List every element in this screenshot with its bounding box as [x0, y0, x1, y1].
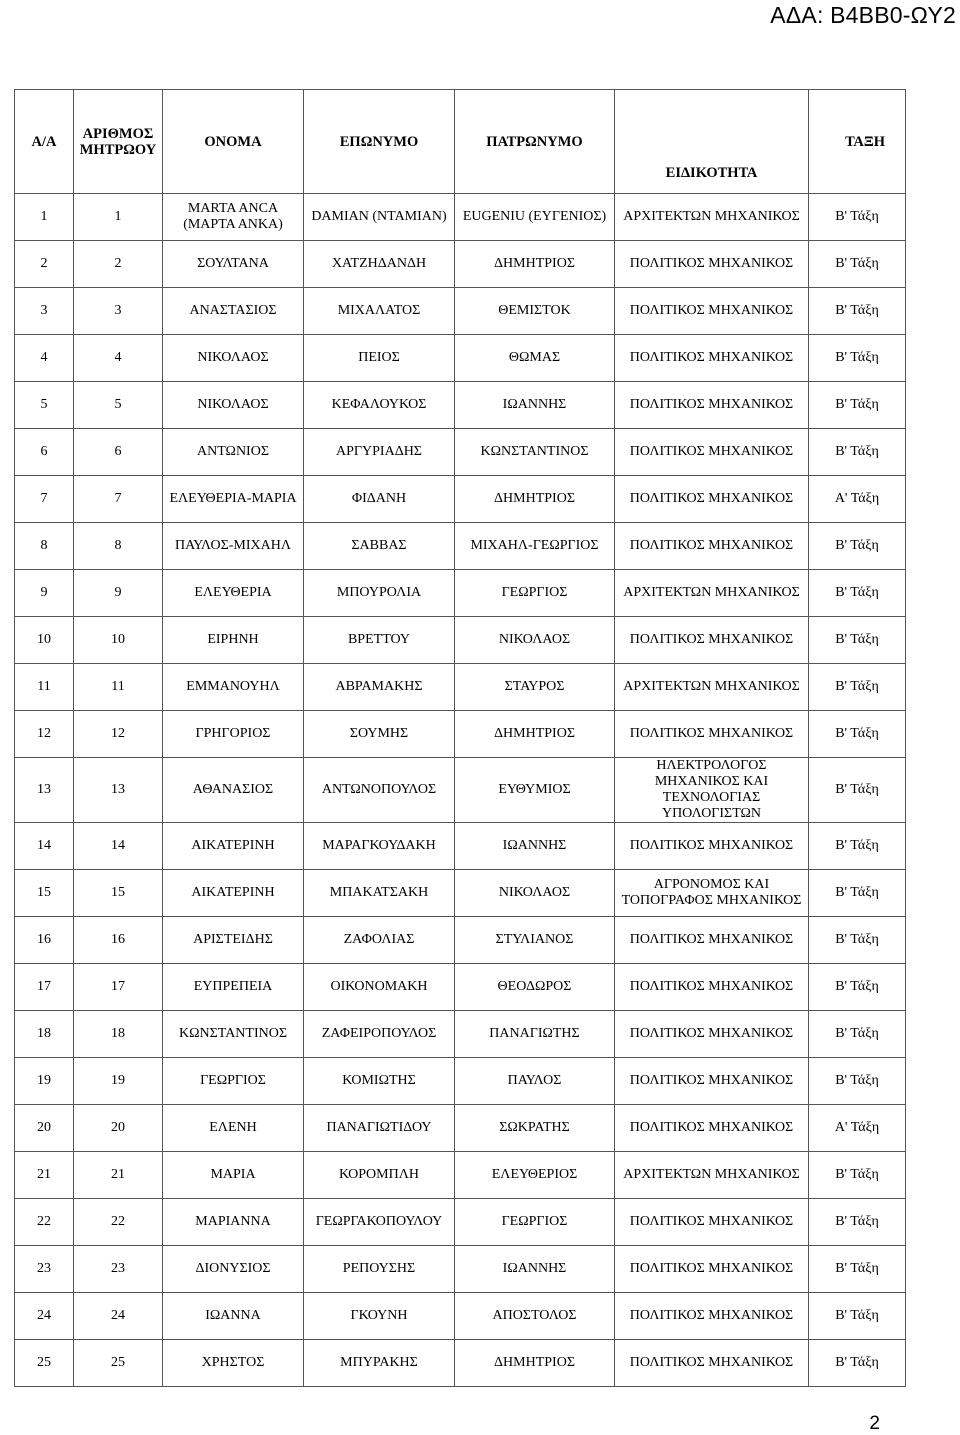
cell-rank: Α' Τάξη [809, 476, 906, 523]
cell-father-name: ΓΕΩΡΓΙΟΣ [455, 1199, 615, 1246]
cell-registry-number: 18 [74, 1011, 163, 1058]
cell-specialty: ΠΟΛΙΤΙΚΟΣ ΜΗΧΑΝΙΚΟΣ [615, 1105, 809, 1152]
cell-surname: ΜΑΡΑΓΚΟΥΔΑΚΗ [304, 823, 455, 870]
cell-father-name: ΘΩΜΑΣ [455, 335, 615, 382]
cell-aa: 10 [15, 617, 74, 664]
cell-specialty: ΠΟΛΙΤΙΚΟΣ ΜΗΧΑΝΙΚΟΣ [615, 1199, 809, 1246]
cell-specialty: ΑΡΧΙΤΕΚΤΩΝ ΜΗΧΑΝΙΚΟΣ [615, 664, 809, 711]
cell-father-name: ΙΩΑΝΝΗΣ [455, 823, 615, 870]
cell-surname: ΧΑΤΖΗΔΑΝΔΗ [304, 241, 455, 288]
cell-registry-number: 5 [74, 382, 163, 429]
cell-first-name: ΕΛΕΥΘΕΡΙΑ [163, 570, 304, 617]
cell-registry-number: 20 [74, 1105, 163, 1152]
cell-registry-number: 16 [74, 917, 163, 964]
cell-registry-number: 9 [74, 570, 163, 617]
cell-father-name: ΠΑΥΛΟΣ [455, 1058, 615, 1105]
cell-father-name: ΣΤΑΥΡΟΣ [455, 664, 615, 711]
cell-father-name: ΝΙΚΟΛΑΟΣ [455, 870, 615, 917]
cell-registry-number: 8 [74, 523, 163, 570]
cell-registry-number: 7 [74, 476, 163, 523]
cell-first-name: ΜΑΡΙΑ [163, 1152, 304, 1199]
table-row [15, 1199, 906, 1246]
cell-specialty: ΠΟΛΙΤΙΚΟΣ ΜΗΧΑΝΙΚΟΣ [615, 429, 809, 476]
cell-specialty: ΑΡΧΙΤΕΚΤΩΝ ΜΗΧΑΝΙΚΟΣ [615, 1152, 809, 1199]
cell-first-name: ΓΕΩΡΓΙΟΣ [163, 1058, 304, 1105]
table-row [15, 1293, 906, 1340]
cell-father-name: ΑΠΟΣΤΟΛΟΣ [455, 1293, 615, 1340]
cell-surname: ΜΠΥΡΑΚΗΣ [304, 1340, 455, 1387]
cell-first-name: ΝΙΚΟΛΑΟΣ [163, 382, 304, 429]
cell-registry-number: 13 [74, 758, 163, 823]
header-first-name: ΟΝΟΜΑ [163, 90, 304, 194]
cell-rank: Β' Τάξη [809, 664, 906, 711]
table-row [15, 1105, 906, 1152]
cell-specialty: ΠΟΛΙΤΙΚΟΣ ΜΗΧΑΝΙΚΟΣ [615, 241, 809, 288]
cell-registry-number: 25 [74, 1340, 163, 1387]
cell-rank: Β' Τάξη [809, 194, 906, 241]
cell-rank: Β' Τάξη [809, 382, 906, 429]
cell-first-name: ΕΛΕΥΘΕΡΙΑ-ΜΑΡΙΑ [163, 476, 304, 523]
cell-rank: Β' Τάξη [809, 1058, 906, 1105]
cell-first-name: ΓΡΗΓΟΡΙΟΣ [163, 711, 304, 758]
cell-registry-number: 22 [74, 1199, 163, 1246]
cell-first-name: ΑΙΚΑΤΕΡΙΝΗ [163, 870, 304, 917]
cell-registry-number: 12 [74, 711, 163, 758]
cell-father-name: ΓΕΩΡΓΙΟΣ [455, 570, 615, 617]
cell-rank: Β' Τάξη [809, 1246, 906, 1293]
table-row [15, 1152, 906, 1199]
cell-father-name: ΕΥΘΥΜΙΟΣ [455, 758, 615, 823]
cell-aa: 21 [15, 1152, 74, 1199]
cell-surname: ΣΟΥΜΗΣ [304, 711, 455, 758]
cell-aa: 19 [15, 1058, 74, 1105]
cell-aa: 20 [15, 1105, 74, 1152]
cell-father-name: ΔΗΜΗΤΡΙΟΣ [455, 1340, 615, 1387]
cell-surname: ΑΝΤΩΝΟΠΟΥΛΟΣ [304, 758, 455, 823]
cell-surname: ΓΚΟΥΝΗ [304, 1293, 455, 1340]
cell-aa: 5 [15, 382, 74, 429]
cell-first-name: ΜΑΡΙΑΝΝΑ [163, 1199, 304, 1246]
cell-father-name: ΔΗΜΗΤΡΙΟΣ [455, 711, 615, 758]
cell-surname: ΡΕΠΟΥΣΗΣ [304, 1246, 455, 1293]
cell-specialty: ΠΟΛΙΤΙΚΟΣ ΜΗΧΑΝΙΚΟΣ [615, 711, 809, 758]
cell-rank: Β' Τάξη [809, 570, 906, 617]
cell-first-name: ΝΙΚΟΛΑΟΣ [163, 335, 304, 382]
cell-specialty: ΠΟΛΙΤΙΚΟΣ ΜΗΧΑΝΙΚΟΣ [615, 382, 809, 429]
cell-father-name: ΕΛΕΥΘΕΡΙΟΣ [455, 1152, 615, 1199]
table-row [15, 1011, 906, 1058]
cell-aa: 15 [15, 870, 74, 917]
cell-surname: ΑΒΡΑΜΑΚΗΣ [304, 664, 455, 711]
cell-surname: ΖΑΦΕΙΡΟΠΟΥΛΟΣ [304, 1011, 455, 1058]
cell-surname: ΒΡΕΤΤΟΥ [304, 617, 455, 664]
cell-first-name: ΠΑΥΛΟΣ-ΜΙΧΑΗΛ [163, 523, 304, 570]
cell-aa: 7 [15, 476, 74, 523]
cell-surname: ΜΠΑΚΑΤΣΑΚΗ [304, 870, 455, 917]
cell-specialty: ΠΟΛΙΤΙΚΟΣ ΜΗΧΑΝΙΚΟΣ [615, 1340, 809, 1387]
table-row [15, 476, 906, 523]
cell-first-name: ΕΜΜΑΝΟΥΗΛ [163, 664, 304, 711]
cell-aa: 6 [15, 429, 74, 476]
cell-first-name: ΑΝΑΣΤΑΣΙΟΣ [163, 288, 304, 335]
cell-father-name: ΙΩΑΝΝΗΣ [455, 1246, 615, 1293]
table-row [15, 917, 906, 964]
table-row [15, 523, 906, 570]
cell-rank: Β' Τάξη [809, 1293, 906, 1340]
cell-father-name: ΔΗΜΗΤΡΙΟΣ [455, 476, 615, 523]
cell-surname: ΦΙΔΑΝΗ [304, 476, 455, 523]
cell-surname: ΟΙΚΟΝΟΜΑΚΗ [304, 964, 455, 1011]
cell-registry-number: 3 [74, 288, 163, 335]
cell-rank: Β' Τάξη [809, 429, 906, 476]
cell-first-name: ΕΛΕΝΗ [163, 1105, 304, 1152]
cell-registry-number: 14 [74, 823, 163, 870]
cell-aa: 3 [15, 288, 74, 335]
cell-first-name: ΙΩΑΝΝΑ [163, 1293, 304, 1340]
cell-first-name: ΑΡΙΣΤΕΙΔΗΣ [163, 917, 304, 964]
cell-registry-number: 4 [74, 335, 163, 382]
registry-table [14, 89, 906, 1387]
cell-first-name: ΧΡΗΣΤΟΣ [163, 1340, 304, 1387]
cell-specialty: ΠΟΛΙΤΙΚΟΣ ΜΗΧΑΝΙΚΟΣ [615, 288, 809, 335]
cell-specialty: ΠΟΛΙΤΙΚΟΣ ΜΗΧΑΝΙΚΟΣ [615, 1011, 809, 1058]
table-row [15, 382, 906, 429]
cell-registry-number: 2 [74, 241, 163, 288]
table-row [15, 1340, 906, 1387]
cell-father-name: EUGENIU (ΕΥΓΕΝΙΟΣ) [455, 194, 615, 241]
cell-specialty: ΠΟΛΙΤΙΚΟΣ ΜΗΧΑΝΙΚΟΣ [615, 823, 809, 870]
cell-first-name: ΑΙΚΑΤΕΡΙΝΗ [163, 823, 304, 870]
cell-specialty: ΠΟΛΙΤΙΚΟΣ ΜΗΧΑΝΙΚΟΣ [615, 917, 809, 964]
cell-father-name: ΘΕΜΙΣΤΟΚ [455, 288, 615, 335]
cell-registry-number: 23 [74, 1246, 163, 1293]
table-header-row [15, 90, 906, 194]
cell-first-name: ΑΝΤΩΝΙΟΣ [163, 429, 304, 476]
cell-first-name: ΕΙΡΗΝΗ [163, 617, 304, 664]
table-row [15, 1246, 906, 1293]
cell-aa: 16 [15, 917, 74, 964]
cell-specialty: ΠΟΛΙΤΙΚΟΣ ΜΗΧΑΝΙΚΟΣ [615, 1246, 809, 1293]
cell-surname: ΠΑΝΑΓΙΩΤΙΔΟΥ [304, 1105, 455, 1152]
cell-first-name: ΣΟΥΛΤΑΝΑ [163, 241, 304, 288]
cell-specialty: ΠΟΛΙΤΙΚΟΣ ΜΗΧΑΝΙΚΟΣ [615, 964, 809, 1011]
cell-aa: 8 [15, 523, 74, 570]
cell-rank: Β' Τάξη [809, 1152, 906, 1199]
cell-surname: DAMIAN (ΝΤΑΜΙΑΝ) [304, 194, 455, 241]
cell-rank: Β' Τάξη [809, 288, 906, 335]
cell-surname: ΜΙΧΑΛΑΤΟΣ [304, 288, 455, 335]
cell-aa: 12 [15, 711, 74, 758]
cell-specialty: ΑΓΡΟΝΟΜΟΣ ΚΑΙ ΤΟΠΟΓΡΑΦΟΣ ΜΗΧΑΝΙΚΟΣ [615, 870, 809, 917]
cell-specialty: ΑΡΧΙΤΕΚΤΩΝ ΜΗΧΑΝΙΚΟΣ [615, 194, 809, 241]
table-row [15, 664, 906, 711]
cell-registry-number: 21 [74, 1152, 163, 1199]
cell-surname: ΚΕΦΑΛΟΥΚΟΣ [304, 382, 455, 429]
cell-registry-number: 1 [74, 194, 163, 241]
cell-specialty: ΠΟΛΙΤΙΚΟΣ ΜΗΧΑΝΙΚΟΣ [615, 523, 809, 570]
table-row [15, 823, 906, 870]
table-row [15, 711, 906, 758]
cell-father-name: ΔΗΜΗΤΡΙΟΣ [455, 241, 615, 288]
cell-specialty: ΠΟΛΙΤΙΚΟΣ ΜΗΧΑΝΙΚΟΣ [615, 476, 809, 523]
cell-first-name: MARTA ANCA (ΜΑΡΤΑ ΑΝΚΑ) [163, 194, 304, 241]
cell-rank: Β' Τάξη [809, 1011, 906, 1058]
cell-surname: ΣΑΒΒΑΣ [304, 523, 455, 570]
cell-rank: Β' Τάξη [809, 917, 906, 964]
cell-aa: 25 [15, 1340, 74, 1387]
cell-rank: Β' Τάξη [809, 617, 906, 664]
cell-surname: ΜΠΟΥΡΟΛΙΑ [304, 570, 455, 617]
header-aa: Α/Α [15, 90, 74, 194]
header-surname: ΕΠΩΝΥΜΟ [304, 90, 455, 194]
cell-registry-number: 15 [74, 870, 163, 917]
cell-aa: 18 [15, 1011, 74, 1058]
cell-registry-number: 11 [74, 664, 163, 711]
table-row [15, 335, 906, 382]
cell-surname: ΑΡΓΥΡΙΑΔΗΣ [304, 429, 455, 476]
cell-aa: 24 [15, 1293, 74, 1340]
table-row [15, 758, 906, 823]
table-row [15, 870, 906, 917]
header-father-name: ΠΑΤΡΩΝΥΜΟ [455, 90, 615, 194]
header-registry-number: ΑΡΙΘΜΟΣ ΜΗΤΡΩΟΥ [74, 90, 163, 194]
cell-rank: Β' Τάξη [809, 1199, 906, 1246]
cell-aa: 22 [15, 1199, 74, 1246]
table-row [15, 241, 906, 288]
cell-registry-number: 17 [74, 964, 163, 1011]
cell-aa: 11 [15, 664, 74, 711]
cell-registry-number: 6 [74, 429, 163, 476]
cell-father-name: ΝΙΚΟΛΑΟΣ [455, 617, 615, 664]
table-row [15, 964, 906, 1011]
cell-surname: ΚΟΜΙΩΤΗΣ [304, 1058, 455, 1105]
cell-first-name: ΑΘΑΝΑΣΙΟΣ [163, 758, 304, 823]
cell-father-name: ΣΤΥΛΙΑΝΟΣ [455, 917, 615, 964]
cell-rank: Β' Τάξη [809, 964, 906, 1011]
cell-specialty: ΠΟΛΙΤΙΚΟΣ ΜΗΧΑΝΙΚΟΣ [615, 1293, 809, 1340]
cell-registry-number: 24 [74, 1293, 163, 1340]
table-row [15, 288, 906, 335]
cell-father-name: ΣΩΚΡΑΤΗΣ [455, 1105, 615, 1152]
cell-surname: ΓΕΩΡΓΑΚΟΠΟΥΛΟΥ [304, 1199, 455, 1246]
cell-specialty: ΠΟΛΙΤΙΚΟΣ ΜΗΧΑΝΙΚΟΣ [615, 335, 809, 382]
table-row [15, 617, 906, 664]
table-row [15, 1058, 906, 1105]
cell-father-name: ΙΩΑΝΝΗΣ [455, 382, 615, 429]
header-specialty: ΕΙΔΙΚΟΤΗΤΑ [615, 90, 809, 194]
cell-specialty: ΗΛΕΚΤΡΟΛΟΓΟΣ ΜΗΧΑΝΙΚΟΣ ΚΑΙ ΤΕΧΝΟΛΟΓΙΑΣ ΥΠΟΛΟΓΙΣΤΩΝ [615, 758, 809, 823]
cell-rank: Β' Τάξη [809, 335, 906, 382]
cell-aa: 17 [15, 964, 74, 1011]
cell-first-name: ΕΥΠΡΕΠΕΙΑ [163, 964, 304, 1011]
cell-aa: 9 [15, 570, 74, 617]
cell-rank: Β' Τάξη [809, 711, 906, 758]
cell-surname: ΖΑΦΟΛΙΑΣ [304, 917, 455, 964]
cell-aa: 2 [15, 241, 74, 288]
cell-registry-number: 19 [74, 1058, 163, 1105]
cell-surname: ΠΕΙΟΣ [304, 335, 455, 382]
cell-specialty: ΑΡΧΙΤΕΚΤΩΝ ΜΗΧΑΝΙΚΟΣ [615, 570, 809, 617]
cell-surname: ΚΟΡΟΜΠΛΗ [304, 1152, 455, 1199]
header-rank: ΤΑΞΗ [809, 90, 906, 194]
cell-aa: 14 [15, 823, 74, 870]
cell-rank: Β' Τάξη [809, 823, 906, 870]
cell-specialty: ΠΟΛΙΤΙΚΟΣ ΜΗΧΑΝΙΚΟΣ [615, 1058, 809, 1105]
cell-father-name: ΠΑΝΑΓΙΩΤΗΣ [455, 1011, 615, 1058]
ada-code: ΑΔΑ: Β4ΒΒ0-ΩΥ2 [770, 2, 956, 28]
cell-rank: Β' Τάξη [809, 523, 906, 570]
table-row [15, 194, 906, 241]
page-number: 2 [869, 1413, 880, 1434]
cell-father-name: ΘΕΟΔΩΡΟΣ [455, 964, 615, 1011]
cell-aa: 1 [15, 194, 74, 241]
cell-rank: Β' Τάξη [809, 870, 906, 917]
cell-rank: Α' Τάξη [809, 1105, 906, 1152]
cell-father-name: ΜΙΧΑΗΛ-ΓΕΩΡΓΙΟΣ [455, 523, 615, 570]
cell-father-name: ΚΩΝΣΤΑΝΤΙΝΟΣ [455, 429, 615, 476]
cell-aa: 13 [15, 758, 74, 823]
cell-rank: Β' Τάξη [809, 1340, 906, 1387]
cell-first-name: ΚΩΝΣΤΑΝΤΙΝΟΣ [163, 1011, 304, 1058]
cell-aa: 23 [15, 1246, 74, 1293]
cell-aa: 4 [15, 335, 74, 382]
cell-registry-number: 10 [74, 617, 163, 664]
cell-rank: Β' Τάξη [809, 758, 906, 823]
table-row [15, 570, 906, 617]
cell-specialty: ΠΟΛΙΤΙΚΟΣ ΜΗΧΑΝΙΚΟΣ [615, 617, 809, 664]
cell-first-name: ΔΙΟΝΥΣΙΟΣ [163, 1246, 304, 1293]
cell-rank: Β' Τάξη [809, 241, 906, 288]
table-row [15, 429, 906, 476]
